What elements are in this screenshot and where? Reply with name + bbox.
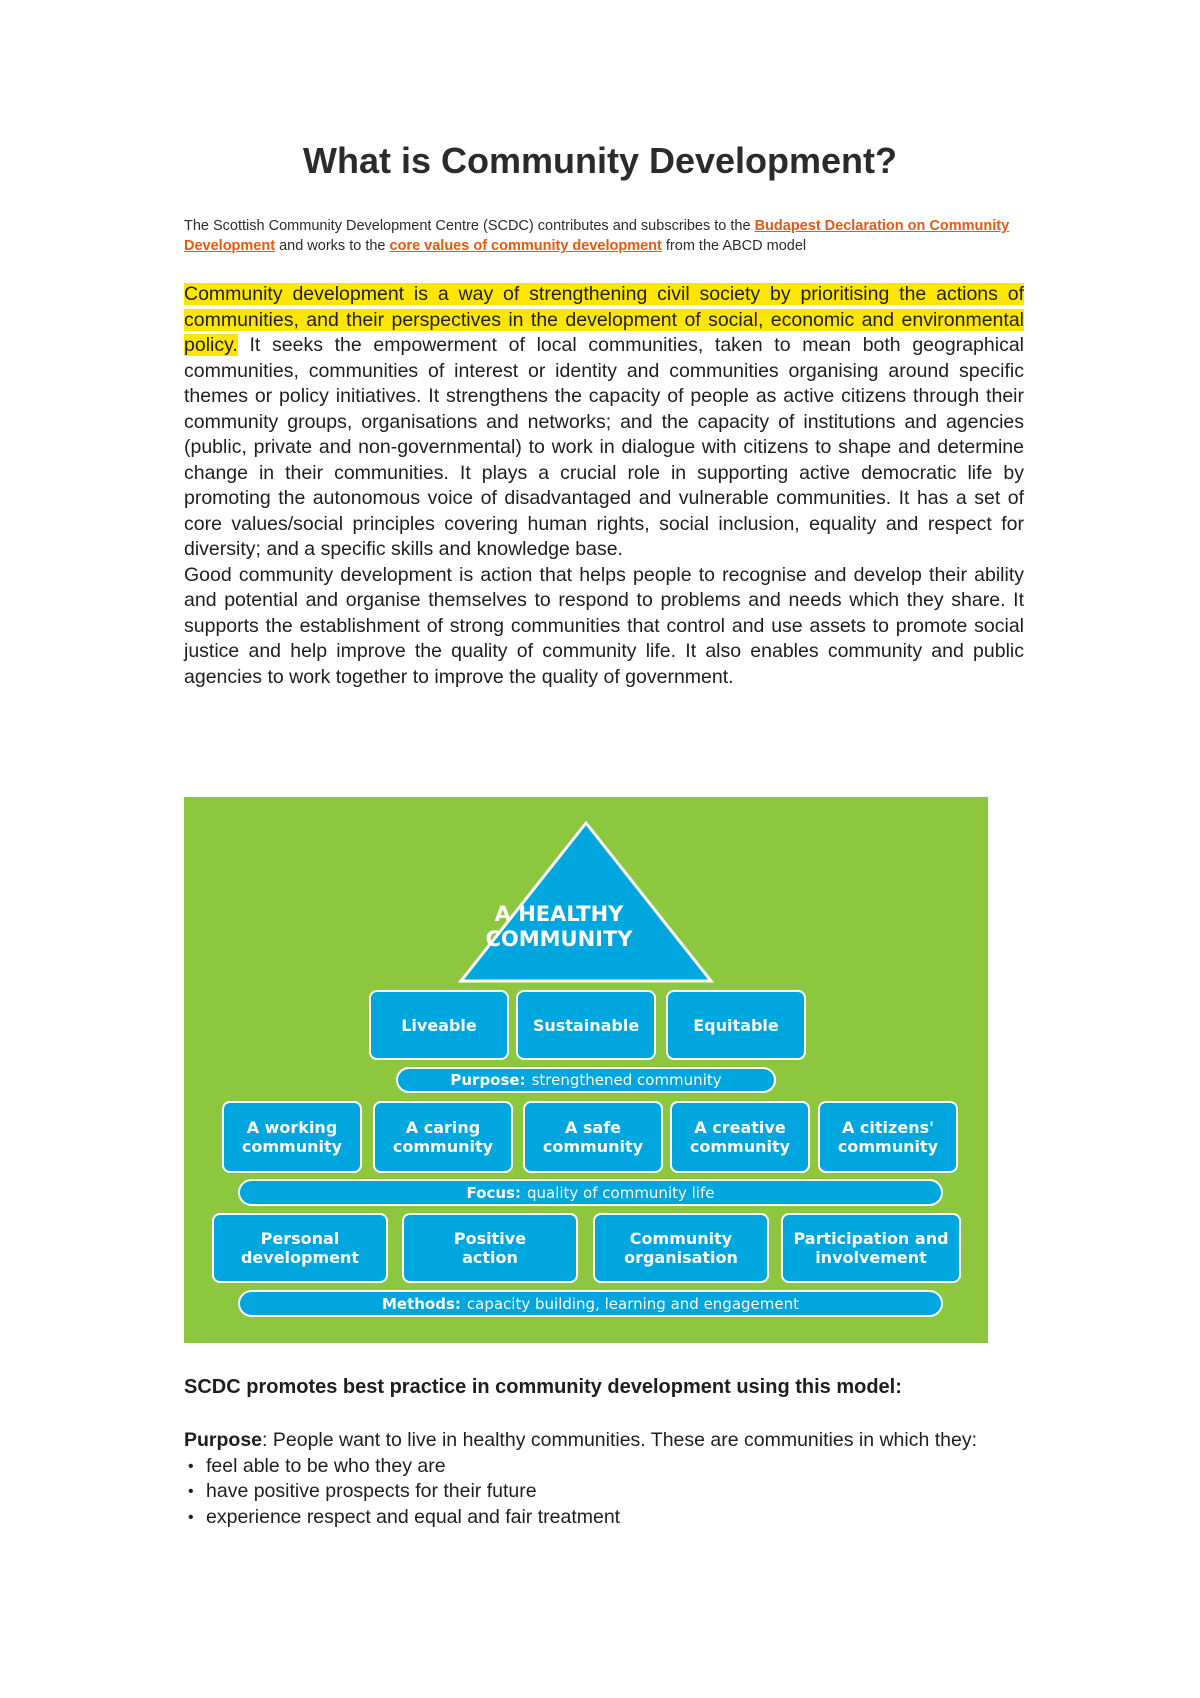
tier2-line-2: community — [542, 1137, 644, 1156]
list-item: • feel able to be who they are — [184, 1454, 1024, 1480]
tier2-line-1: A citizens' — [841, 1118, 934, 1137]
tier3-box — [402, 1213, 578, 1283]
body-paragraph-2: Good community development is action that helps people to recognise and develop their ability and potential and organise themselves to respond to problems and needs which they share. It supports the establishment of strong communities that control and use assets to promote social justice and help improve the quality of community life. It also enables community and public agencies to work together to improve the quality of government. — [184, 563, 1024, 688]
tier1-box — [369, 990, 509, 1060]
tier3-line-1: Personal — [260, 1229, 340, 1248]
tier2-line-1: A caring — [405, 1118, 481, 1137]
tier2-box — [373, 1101, 513, 1173]
purpose-paragraph — [184, 1428, 1024, 1454]
intro-text: The Scottish Community Development Centre (SCDC) contributes and subscribes to the — [184, 218, 755, 234]
purpose-bar — [396, 1067, 776, 1093]
tier3-box — [593, 1213, 769, 1283]
purpose-label: Purpose — [184, 1429, 263, 1451]
tier1-label: Sustainable — [532, 1015, 640, 1035]
methods-bar-text: capacity building, learning and engagement — [466, 1294, 799, 1313]
tier2-line-2: community — [689, 1137, 791, 1156]
purpose-bar-text: strengthened community — [531, 1071, 722, 1089]
budapest-declaration-link[interactable]: Budapest Declaration on Community Development — [184, 218, 1010, 254]
core-values-link[interactable]: core values of community development — [389, 238, 662, 254]
tier1-box — [666, 990, 806, 1060]
tier2-line-2: community — [241, 1137, 343, 1156]
purpose-section — [184, 1428, 1024, 1530]
tier3-line-2: organisation — [624, 1248, 738, 1267]
focus-bar-label: Focus: — [466, 1183, 521, 1202]
pyramid-top-line-1: A HEALTHY — [494, 902, 624, 926]
tier2-box — [523, 1101, 663, 1173]
tier2-line-1: A working — [246, 1118, 338, 1137]
focus-bar-text: quality of community life — [526, 1183, 715, 1202]
body-text — [184, 282, 1024, 690]
focus-bar — [238, 1179, 943, 1206]
tier2-box — [670, 1101, 810, 1173]
body-paragraph-1-rest: It seeks the empowerment of local communities, taken to mean both geographical communities, communities of interest or identity and communities organising around specific themes or policy initiatives. It strengthens the capacity of people as active citizens through their community groups, organisations and networks; and the capacity of institutions and agencies (public, private and non-governmental) to work in dialogue with citizens to shape and determine change in their communities. It plays a crucial role in supporting active democratic life by promoting the autonomous voice of disadvantaged and vulnerable communities. It has a set of core values/social principles covering human rights, social inclusion, equality and respect for diversity; and a specific skills and knowledge base. — [184, 334, 1024, 560]
tier3-line-1: Participation and — [793, 1229, 949, 1248]
tier3-line-1: Positive — [453, 1229, 527, 1248]
purpose-text: : People want to live in healthy communities. These are communities in which they: — [262, 1429, 978, 1451]
tier1-label: Equitable — [693, 1015, 779, 1035]
list-item: • experience respect and equal and fair treatment — [184, 1505, 1024, 1531]
purpose-bullet-list — [184, 1454, 1024, 1531]
intro-text: from the ABCD model — [661, 238, 807, 254]
intro-paragraph — [184, 216, 1024, 256]
healthy-community-diagram — [184, 797, 988, 1343]
pyramid-top-label — [434, 902, 684, 952]
tier3-box — [212, 1213, 388, 1283]
tier2-box — [818, 1101, 958, 1173]
tier3-line-2: action — [462, 1248, 518, 1267]
tier3-line-2: involvement — [815, 1248, 927, 1267]
pyramid-top-line-2: COMMUNITY — [485, 927, 633, 951]
page-title: What is Community Development? — [302, 140, 898, 181]
tier2-line-2: community — [837, 1137, 939, 1156]
list-item: • have positive prospects for their future — [184, 1479, 1024, 1505]
tier3-box — [781, 1213, 961, 1283]
tier2-box — [222, 1101, 362, 1173]
tier2-line-1: A creative — [694, 1118, 786, 1137]
highlighted-definition: Community development is a way of strengthening civil society by prioritising the actions of communities, and their perspectives in the development of social, economic and environmental policy. — [184, 283, 1024, 356]
tier3-line-2: development — [240, 1248, 360, 1267]
tier2-line-2: community — [392, 1137, 494, 1156]
methods-bar — [238, 1290, 943, 1317]
tier1-label: Liveable — [401, 1015, 477, 1035]
methods-bar-label: Methods: — [381, 1294, 461, 1313]
tier1-box — [516, 990, 656, 1060]
purpose-bar-label: Purpose: — [450, 1071, 526, 1089]
tier2-line-1: A safe — [564, 1118, 622, 1137]
section-subheading: SCDC promotes best practice in community development using this model: — [184, 1376, 902, 1398]
intro-text: and works to the — [275, 238, 390, 254]
body-paragraph-1 — [184, 282, 1024, 563]
tier3-line-1: Community — [629, 1229, 733, 1248]
